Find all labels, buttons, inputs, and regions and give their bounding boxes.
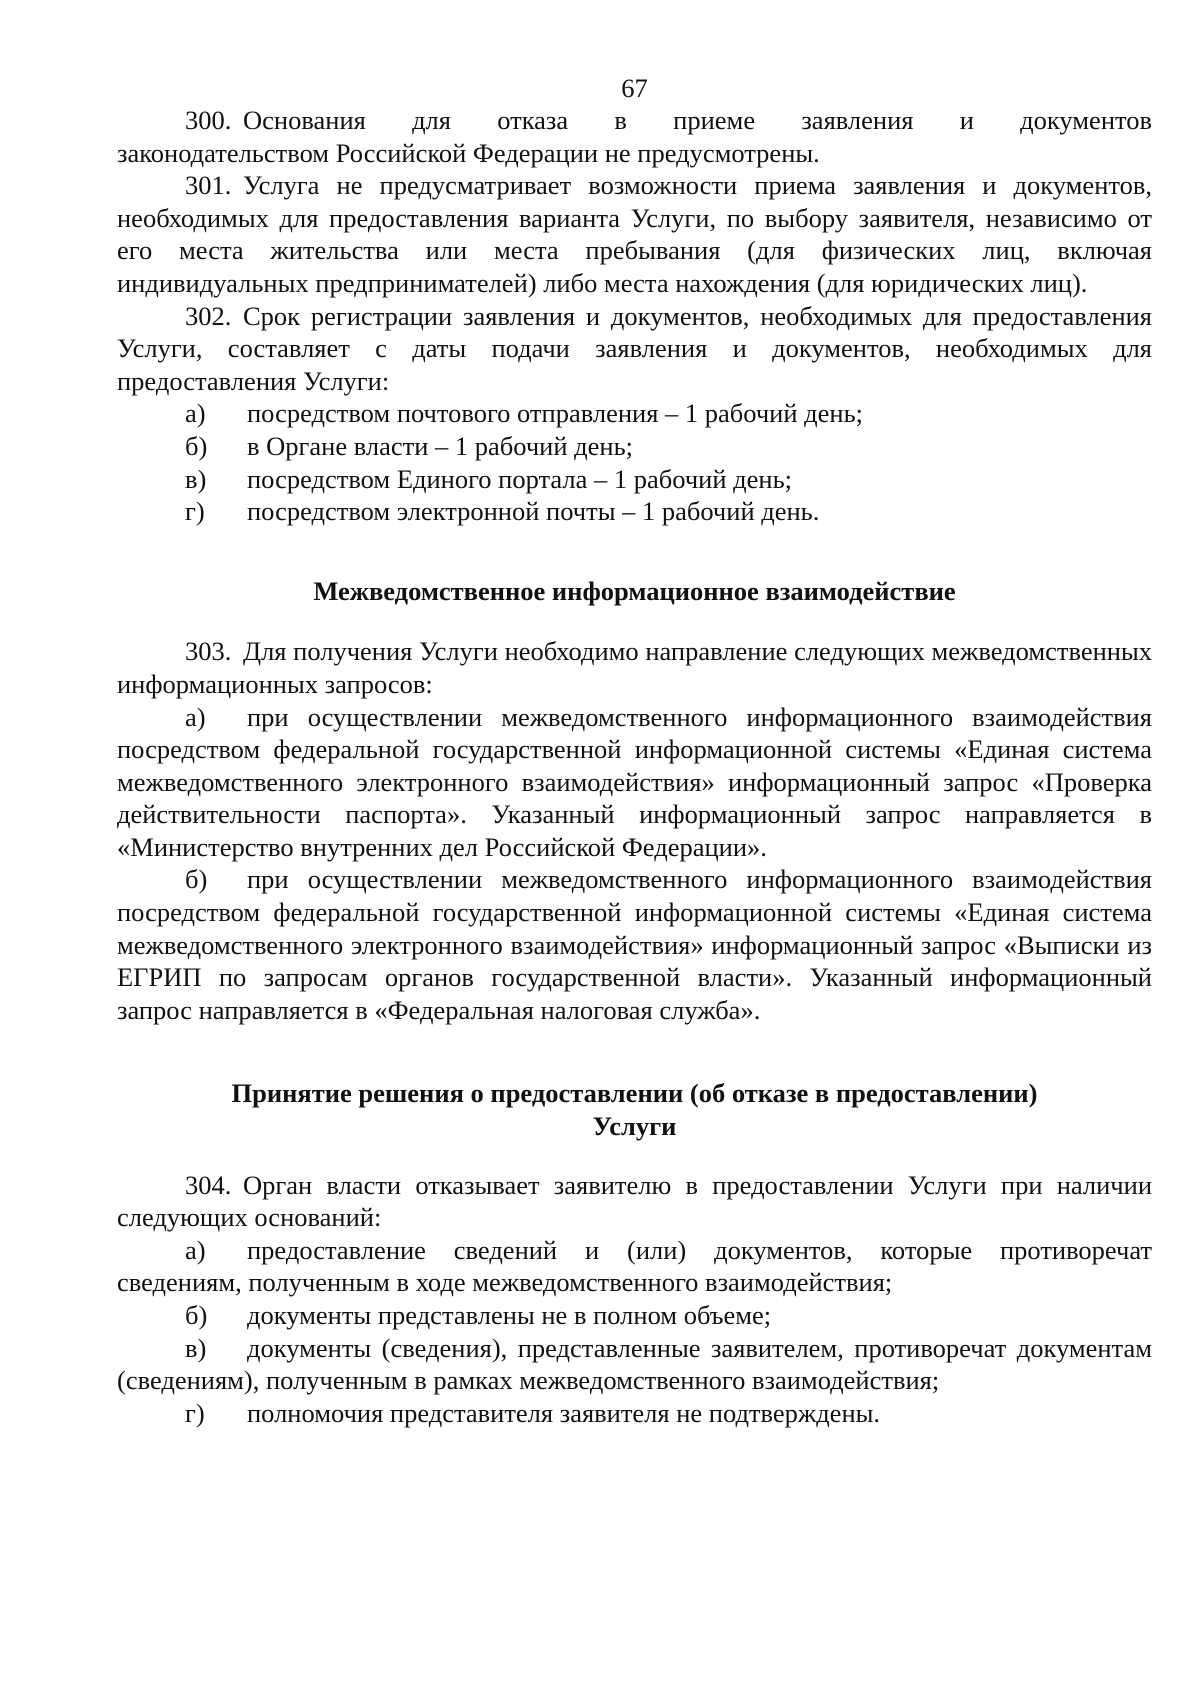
list-marker: а)	[185, 701, 206, 732]
list-text: при осуществлении межведомственного информационного взаимодействия посредством федеральной государственной информационной системы «Единая система межведомственного электронного взаимодействия» информационный запрос «Выписки из ЕГРИП по запросам органов государственной власти». Указанный информационный запрос направляется в «Федеральная налоговая служба».	[117, 864, 1152, 1025]
section-heading-interagency: Межведомственное информационное взаимодействие	[313, 575, 956, 606]
paragraph-text: Услуга не предусматривает возможности приема заявления и документов, необходимых для предоставления варианта Услуги, по выбору заявителя, независимо от его места жительства или места пребывания (для физических лиц, включая индивидуальных предпринимателей) либо места нахождения (для юридических лиц).	[117, 170, 1152, 298]
list-text: посредством почтового отправления – 1 рабочий день;	[247, 398, 864, 429]
paragraph-number: 301.	[185, 170, 232, 201]
paragraph-number: 300.	[185, 105, 232, 135]
list-item	[185, 463, 1152, 496]
list-marker: б)	[185, 864, 208, 895]
paragraph-304-item-d	[117, 1397, 1152, 1430]
section-heading-decision-line1: Принятие решения о предоставлении (об отказе в предоставлении)	[231, 1078, 1038, 1109]
list-item	[185, 495, 1152, 528]
paragraph-300-line1	[117, 104, 1152, 137]
list-text: документы (сведения), представленные заявителем, противоречат документам (сведениям), полученным в рамках межведомственного взаимодействия;	[117, 1332, 1152, 1396]
list-item	[185, 397, 1152, 430]
paragraph-304	[117, 1169, 1152, 1234]
paragraph-304-item-a	[117, 1234, 1152, 1299]
list-marker: в)	[185, 1332, 207, 1363]
paragraph-300-line2: законодательством Российской Федерации не предусмотрены.	[117, 137, 820, 168]
paragraph-304-item-c	[117, 1332, 1152, 1397]
paragraph-text: Основания для отказа в приеме заявления и документов	[243, 105, 1152, 135]
paragraph-number: 302.	[185, 300, 232, 331]
paragraph-number: 303.	[185, 636, 232, 667]
list-marker: г)	[185, 1397, 205, 1428]
list-marker: б)	[185, 430, 208, 461]
list-text: документы представлены не в полном объеме;	[247, 1300, 772, 1330]
list-item	[185, 430, 1152, 463]
paragraph-text: Для получения Услуги необходимо направление следующих межведомственных информационных запросов:	[117, 636, 1152, 699]
paragraph-303	[117, 635, 1152, 700]
paragraph-301	[117, 169, 1152, 299]
paragraph-number: 304.	[185, 1169, 232, 1200]
list-text: предоставление сведений и (или) документов, которые противоречат сведениям, полученным в ходе межведомственного взаимодействия;	[117, 1234, 1152, 1298]
list-marker: б)	[185, 1300, 208, 1330]
paragraph-text: Срок регистрации заявления и документов, необходимых для предоставления Услуги, составляет с даты подачи заявления и документов, необходимых для предоставления Услуги:	[117, 300, 1152, 396]
list-marker: г)	[185, 496, 205, 527]
list-text: посредством Единого портала – 1 рабочий день;	[247, 463, 793, 494]
list-marker: в)	[185, 463, 207, 494]
page-number: 67	[621, 73, 648, 103]
list-text: в Органе власти – 1 рабочий день;	[247, 430, 634, 461]
list-text: посредством электронной почты – 1 рабочий день.	[247, 496, 820, 527]
paragraph-304-item-b	[117, 1299, 1152, 1332]
paragraph-303-item-b	[117, 863, 1152, 1026]
list-text: полномочия представителя заявителя не подтверждены.	[247, 1397, 881, 1428]
paragraph-302	[117, 300, 1152, 398]
section-heading-decision-line2: Услуги	[592, 1111, 677, 1142]
paragraph-text: Орган власти отказывает заявителю в предоставлении Услуги при наличии следующих оснований:	[117, 1169, 1152, 1233]
list-marker: а)	[185, 1234, 206, 1265]
paragraph-303-item-a	[117, 701, 1152, 864]
list-marker: а)	[185, 398, 206, 429]
list-text: при осуществлении межведомственного информационного взаимодействия посредством федеральной государственной информационной системы «Единая система межведомственного электронного взаимодействия» информационный запрос «Проверка действительности паспорта». Указанный информационный запрос направляется в «Министерство внутренних дел Российской Федерации».	[117, 701, 1152, 862]
document-body	[117, 104, 1152, 1429]
